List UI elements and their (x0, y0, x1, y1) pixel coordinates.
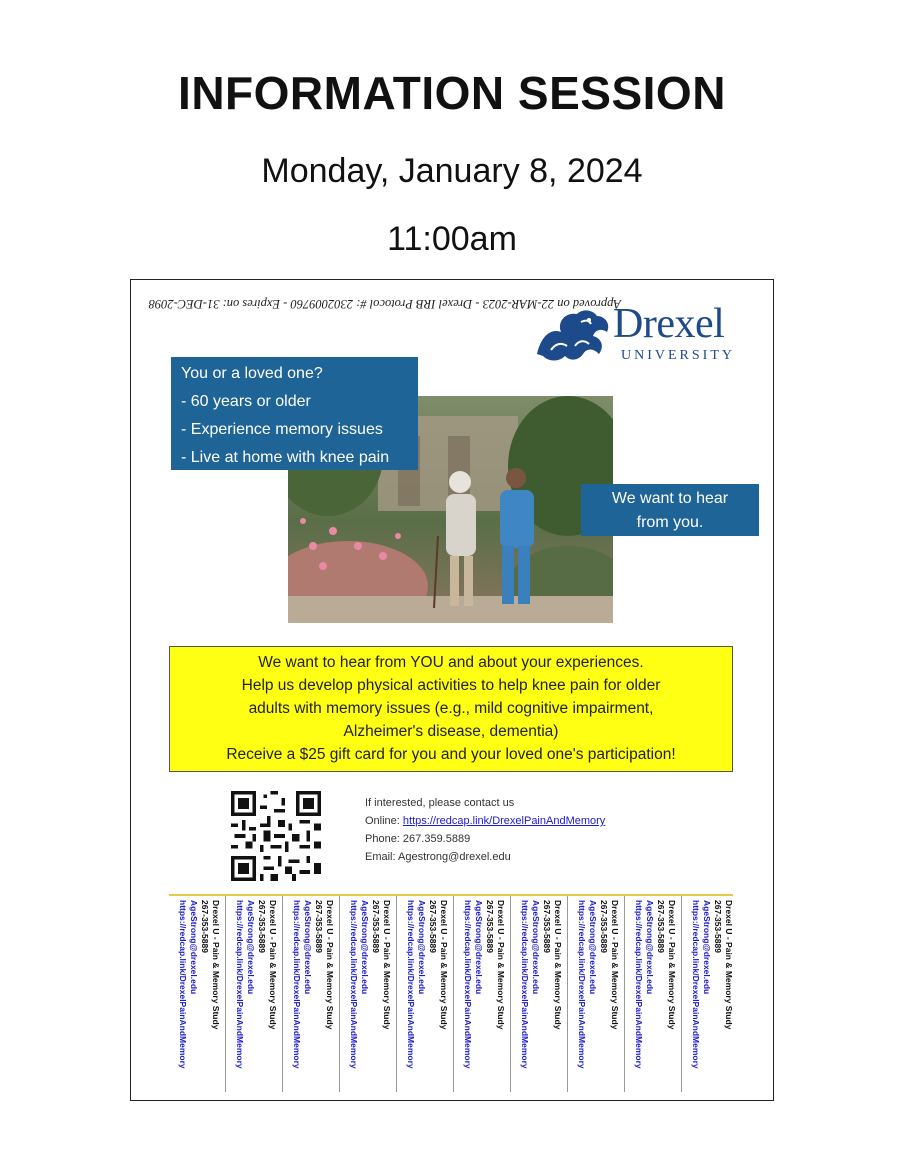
tab-phone: 267-353-5889 (314, 900, 324, 953)
tear-off-tab[interactable] (511, 896, 568, 1092)
tear-off-tab[interactable] (169, 896, 226, 1092)
study-description-box (169, 646, 733, 772)
tab-title: Drexel U - Pain & Memory Study (667, 900, 677, 1030)
drexel-logo (531, 301, 756, 366)
dragon-icon (531, 306, 613, 364)
description-line: We want to hear from YOU and about your experiences. (258, 654, 644, 671)
tab-url: https://redcap.link/DrexelPainAndMemory (349, 900, 359, 1069)
eligibility-line: You or a loved one? (181, 365, 323, 382)
tear-off-tab[interactable] (397, 896, 454, 1092)
hear-from-you-box (581, 484, 759, 536)
tear-off-tab[interactable] (340, 896, 397, 1092)
tab-title: Drexel U - Pain & Memory Study (382, 900, 392, 1030)
session-date: Monday, January 8, 2024 (261, 152, 643, 190)
redcap-link[interactable]: https://redcap.link/DrexelPainAndMemory (402, 815, 606, 827)
contact-email[interactable]: Email: Agestrong@drexel.edu (365, 851, 511, 863)
description-line: Alzheimer's disease, dementia) (343, 723, 559, 740)
tab-email: AgeStrong@drexel.edu (246, 900, 256, 995)
tear-off-tab[interactable] (568, 896, 625, 1092)
tab-email: AgeStrong@drexel.edu (417, 900, 427, 995)
tab-title: Drexel U - Pain & Memory Study (439, 900, 449, 1030)
tab-phone: 267-353-5889 (428, 900, 438, 953)
tab-email: AgeStrong@drexel.edu (588, 900, 598, 995)
tab-url: https://redcap.link/DrexelPainAndMemory (406, 900, 416, 1069)
hear-line: from you. (636, 514, 704, 531)
tab-url: https://redcap.link/DrexelPainAndMemory (292, 900, 302, 1069)
tab-title: Drexel U - Pain & Memory Study (211, 900, 221, 1030)
tab-title: Drexel U - Pain & Memory Study (268, 900, 278, 1030)
tab-title: Drexel U - Pain & Memory Study (496, 900, 506, 1030)
tab-email: AgeStrong@drexel.edu (645, 900, 655, 995)
tear-off-tab[interactable] (283, 896, 340, 1092)
eligibility-line: - Experience memory issues (181, 421, 383, 438)
contact-phone: Phone: 267.359.5889 (365, 833, 471, 845)
tab-email: AgeStrong@drexel.edu (474, 900, 484, 995)
tab-url: https://redcap.link/DrexelPainAndMemory (178, 900, 188, 1069)
study-flyer (130, 279, 774, 1101)
hear-line: We want to hear (611, 490, 729, 507)
tab-title: Drexel U - Pain & Memory Study (553, 900, 563, 1030)
tab-url: https://redcap.link/DrexelPainAndMemory (463, 900, 473, 1069)
logo-university: UNIVERSITY (621, 348, 735, 363)
tab-phone: 267-353-5889 (485, 900, 495, 953)
tab-phone: 267-353-5889 (257, 900, 267, 953)
tab-email: AgeStrong@drexel.edu (189, 900, 199, 995)
description-line: Receive a $25 gift card for you and your loved one's participation! (226, 746, 676, 763)
contact-intro: If interested, please contact us (365, 797, 515, 809)
online-label: Online: (365, 815, 400, 827)
contact-info (365, 794, 605, 866)
eligibility-line: - 60 years or older (181, 393, 311, 410)
tab-phone: 267-353-5889 (542, 900, 552, 953)
qr-code-icon[interactable] (231, 791, 321, 881)
tear-off-tab[interactable] (226, 896, 283, 1092)
tab-phone: 267-353-5889 (656, 900, 666, 953)
tear-off-tab[interactable] (682, 896, 739, 1092)
tab-phone: 267-353-5889 (200, 900, 210, 953)
session-time: 11:00am (387, 220, 517, 258)
tear-off-tabs (169, 896, 733, 1096)
description-line: Help us develop physical activities to help knee pain for older (241, 677, 661, 694)
irb-approval-text: Approved on 22-MAR-2023 - Drexel IRB Protocol #: 2302009760 - Expires on: 31-DEC-2098 (148, 297, 621, 311)
tab-title: Drexel U - Pain & Memory Study (724, 900, 734, 1030)
tab-url: https://redcap.link/DrexelPainAndMemory (520, 900, 530, 1069)
eligibility-line: - Live at home with knee pain (181, 449, 390, 466)
tab-phone: 267-353-5889 (599, 900, 609, 953)
tear-off-tab[interactable] (625, 896, 682, 1092)
tab-email: AgeStrong@drexel.edu (702, 900, 712, 995)
tab-title: Drexel U - Pain & Memory Study (610, 900, 620, 1030)
logo-wordmark: Drexel (613, 301, 725, 347)
tab-phone: 267-353-5889 (371, 900, 381, 953)
tab-email: AgeStrong@drexel.edu (531, 900, 541, 995)
tab-url: https://redcap.link/DrexelPainAndMemory (634, 900, 644, 1069)
tab-url: https://redcap.link/DrexelPainAndMemory (235, 900, 245, 1069)
tear-off-tab[interactable] (454, 896, 511, 1092)
eligibility-box (171, 357, 418, 470)
description-line: adults with memory issues (e.g., mild cognitive impairment, (248, 700, 654, 717)
session-title: INFORMATION SESSION (178, 67, 726, 119)
tab-phone: 267-353-5889 (713, 900, 723, 953)
tab-title: Drexel U - Pain & Memory Study (325, 900, 335, 1030)
tab-email: AgeStrong@drexel.edu (303, 900, 313, 995)
tab-url: https://redcap.link/DrexelPainAndMemory (577, 900, 587, 1069)
tab-email: AgeStrong@drexel.edu (360, 900, 370, 995)
tab-url: https://redcap.link/DrexelPainAndMemory (691, 900, 701, 1069)
